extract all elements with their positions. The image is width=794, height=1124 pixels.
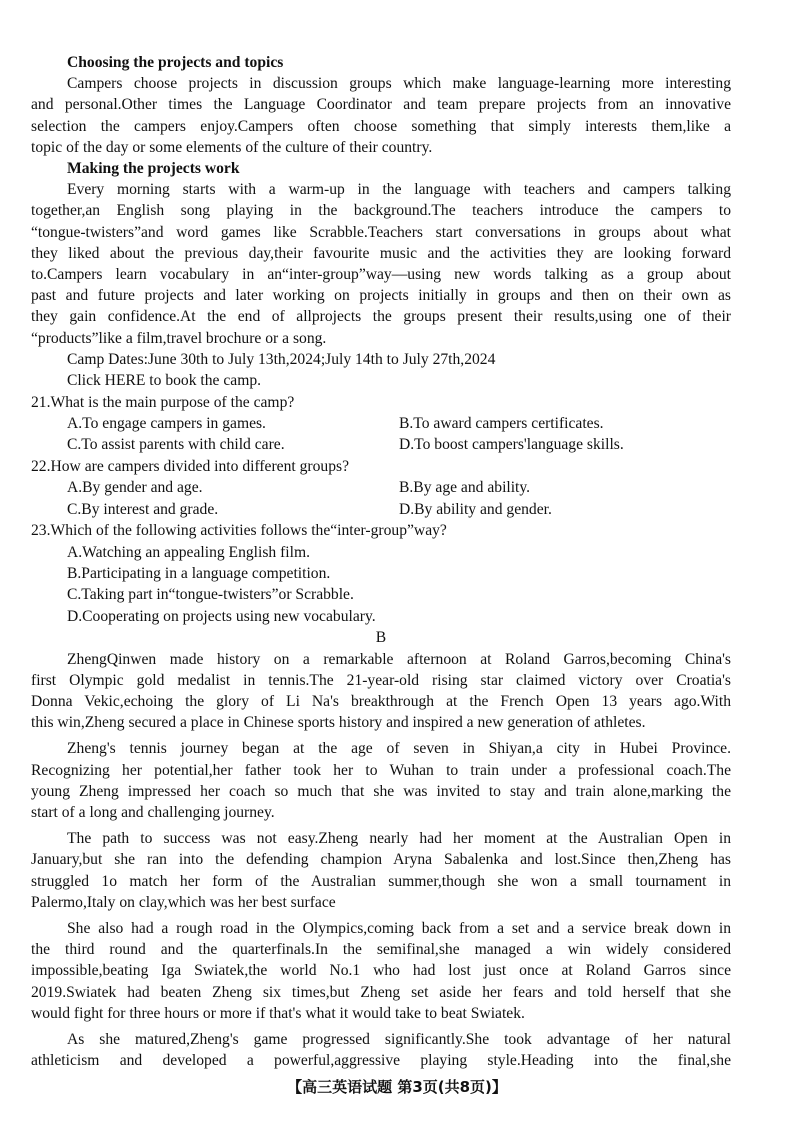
heading-choosing-projects: Choosing the projects and topics — [67, 54, 284, 71]
option-c[interactable]: C.To assist parents with child care. — [67, 436, 285, 454]
text-line: first Olympic gold medalist in tennis.The 21-year-old rising star claimed victory over Croatia's — [31, 671, 731, 689]
text-line: selection the campers enjoy.Campers often choose something that simply interests them,like a — [31, 117, 731, 135]
option-a[interactable]: A.By gender and age. — [67, 479, 203, 497]
paragraph-b4 — [31, 918, 731, 1024]
text-line: “tongue-twisters”and word games like Scrabble.Teachers start conversations in groups about what — [31, 223, 731, 241]
text-line: “products”like a film,travel brochure or a song. — [31, 329, 327, 347]
text-line: start of a long and challenging journey. — [31, 803, 275, 821]
page-footer: 【高三英语试题 第3页(共8页)】 — [287, 1078, 507, 1096]
question-22 — [31, 456, 731, 520]
option-a[interactable]: A.Watching an appealing English film. — [67, 543, 310, 561]
question-21 — [31, 392, 731, 456]
text-line: struggled 1o match her form of the Australian summer,though she won a small tournament in — [31, 872, 731, 890]
option-c[interactable]: C.Taking part in“tongue-twisters”or Scrabble. — [67, 586, 354, 604]
text-line: they liked about the previous day,their favourite music and the activities they are looking forward — [31, 244, 731, 262]
question-stem: 22.How are campers divided into different groups? — [31, 457, 349, 475]
question-23 — [31, 520, 731, 627]
text-line: Campers choose projects in discussion groups which make language-learning more interesting — [67, 75, 731, 93]
text-line: Zheng's tennis journey began at the age of seven in Shiyan,a city in Hubei Province. — [67, 740, 731, 758]
text-line: Every morning starts with a warm-up in the language with teachers and campers talking — [67, 181, 731, 199]
text-line: athleticism and developed a powerful,aggressive playing style.Heading into the final,she — [31, 1052, 731, 1070]
text-line: Recognizing her potential,her father took her to Wuhan to train under a professional coach.The — [31, 761, 731, 779]
text-line: topic of the day or some elements of the culture of their country. — [31, 138, 433, 156]
paragraph-b2 — [31, 738, 731, 823]
book-camp-link[interactable]: Click HERE to book the camp. — [67, 372, 262, 390]
text-line: She also had a rough road in the Olympics,coming back from a set and a service break down in — [67, 919, 731, 937]
paragraph-b3 — [31, 828, 731, 913]
option-b[interactable]: B.By age and ability. — [399, 479, 531, 497]
text-line: Donna Vekic,echoing the glory of Li Na's breakthrough at the French Open 13 years ago.With — [31, 692, 731, 710]
option-b[interactable]: B.Participating in a language competition. — [67, 564, 331, 582]
text-line: young Zheng impressed her coach so much that she was invited to stay and train alone,marking the — [31, 782, 731, 800]
text-line: they gain confidence.At the end of allprojects the groups present their results,using one of their — [31, 308, 731, 326]
question-stem: 21.What is the main purpose of the camp? — [31, 393, 295, 411]
option-d[interactable]: D.By ability and gender. — [399, 500, 552, 518]
option-d[interactable]: D.Cooperating on projects using new vocabulary. — [67, 607, 376, 625]
option-b[interactable]: B.To award campers certificates. — [399, 415, 604, 433]
option-a[interactable]: A.To engage campers in games. — [67, 415, 266, 433]
text-line: the third round and the quarterfinals.In the semifinal,she managed a win widely considered — [31, 941, 731, 959]
text-line: As she matured,Zheng's game progressed significantly.She took advantage of her natural — [67, 1030, 731, 1048]
text-line: ZhengQinwen made history on a remarkable afternoon at Roland Garros,becoming China's — [67, 650, 731, 668]
text-line: 2019.Swiatek had beaten Zheng six times,but Zheng set aside her fears and told herself that she — [31, 983, 731, 1001]
exam-page — [31, 52, 731, 1071]
option-d[interactable]: D.To boost campers'language skills. — [399, 436, 624, 454]
heading-making-projects: Making the projects work — [67, 160, 240, 178]
paragraph-b5 — [31, 1029, 731, 1071]
question-stem: 23.Which of the following activities follows the“inter-group”way? — [31, 522, 447, 540]
camp-dates: Camp Dates:June 30th to July 13th,2024;July 14th to July 27th,2024 — [67, 350, 496, 368]
text-line: and personal.Other times the Language Coordinator and team prepare projects from an innovative — [31, 96, 731, 114]
paragraph-b1 — [31, 649, 731, 734]
text-line: together,an English song playing in the background.The teachers introduce the campers to — [31, 202, 731, 220]
text-line: Palermo,Italy on clay,which was her best surface — [31, 893, 336, 911]
text-line: impossible,beating Iga Swiatek,the world No.1 who had lost just once at Roland Garros since — [31, 962, 731, 980]
text-line: to.Campers learn vocabulary in an“inter-group”way—using new words talking as a group about — [31, 266, 731, 284]
paragraph-making — [31, 179, 731, 349]
text-line: would fight for three hours or more if that's what it would take to beat Swiatek. — [31, 1004, 525, 1022]
text-line: past and future projects and later working on projects initially in groups and then on their own as — [31, 287, 731, 305]
section-b-label: B — [375, 629, 387, 647]
text-line: The path to success was not easy.Zheng nearly had her moment at the Australian Open in — [67, 830, 731, 848]
paragraph-choosing — [31, 73, 731, 158]
text-line: this win,Zheng secured a place in Chinese sports history and inspired a new generation of athletes. — [31, 714, 646, 732]
option-c[interactable]: C.By interest and grade. — [67, 500, 219, 518]
text-line: January,but she ran into the defending champion Aryna Sabalenka and lost.Since then,Zheng has — [31, 851, 731, 869]
